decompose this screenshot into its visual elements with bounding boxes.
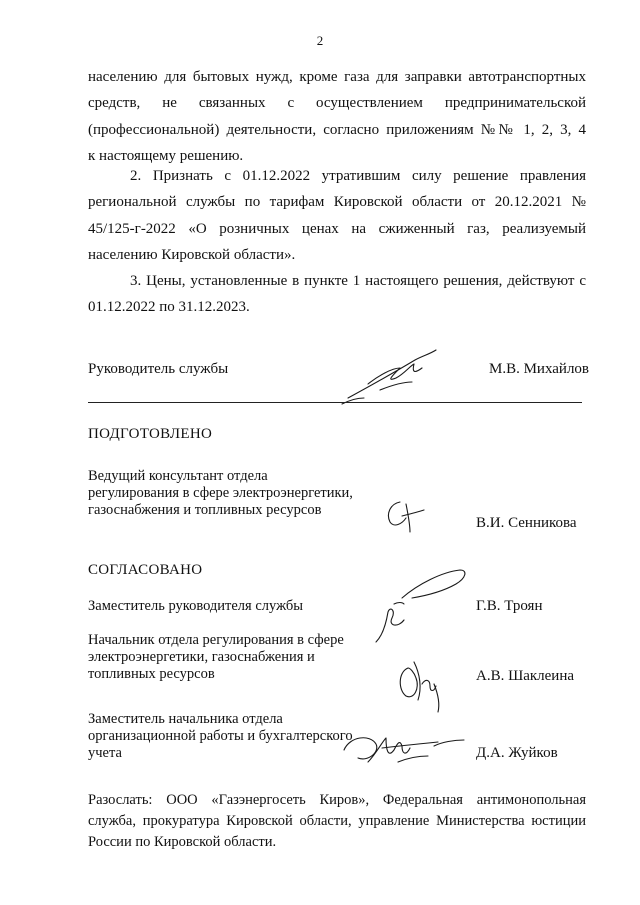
- agreed-signature-1-icon: [372, 566, 472, 648]
- distribution-line: Разослать: ООО «Газэнергосеть Киров», Федеральная антимонопольная: [88, 792, 586, 808]
- page-number: 2: [316, 33, 324, 48]
- paragraph-1-line: средств, не связанных с осуществлением предпринимательской: [88, 95, 586, 112]
- head-title: Руководитель службы: [88, 361, 229, 377]
- paragraph-1-line: населению для бытовых нужд, кроме газа для заправки автотранспортных: [88, 69, 586, 85]
- agreed-heading: СОГЛАСОВАНО: [88, 562, 203, 578]
- paragraph-1-line: (профессиональной) деятельности, согласно приложениям №№ 1, 2, 3, 4: [88, 121, 586, 138]
- agreed-name-2: А.В. Шаклеина: [476, 668, 575, 684]
- prepared-name: В.И. Сенникова: [476, 515, 577, 531]
- paragraph-1-line: к настоящему решению.: [88, 147, 244, 164]
- agreed-signature-2-icon: [394, 654, 454, 714]
- agreed-position-2: Начальник отдела регулирования в сфере электроэнергетики, газоснабжения и топливных ресурсов: [88, 632, 344, 682]
- agreed-name-3: Д.А. Жуйков: [476, 745, 558, 761]
- agreed-position-3: Заместитель начальника отдела организационной работы и бухгалтерского учета: [88, 711, 353, 761]
- distribution-list: [88, 790, 586, 853]
- paragraph-3: 3. Цены, установленные в пункте 1 настоящего решения, действуют с 01.12.2022 по 31.12.2023.: [88, 273, 586, 316]
- paragraph-2: 2. Признать с 01.12.2022 утратившим силу решение правления региональной службы по тарифам Кировской области от 20.12.2021 № 45/125-г-2022 «О розничных ценах на сжиженный газ, реализуемый населению Кировской области».: [88, 168, 586, 263]
- prepared-position: Ведущий консультант отдела регулирования в сфере электроэнергетики, газоснабжения и топливных ресурсов: [88, 468, 353, 518]
- head-signature-icon: [340, 346, 450, 406]
- distribution-line: служба, прокуратура Кировской области, управление Министерства юстиции: [88, 813, 586, 829]
- distribution-line: России по Кировской области.: [88, 834, 277, 850]
- paragraph-1-continuation: [88, 64, 586, 169]
- head-name: М.В. Михайлов: [489, 361, 590, 377]
- agreed-position-1: Заместитель руководителя службы: [88, 598, 304, 614]
- agreed-name-1: Г.В. Троян: [476, 598, 543, 614]
- agreed-signature-3-icon: [338, 728, 468, 770]
- prepared-heading: ПОДГОТОВЛЕНО: [88, 426, 213, 442]
- prepared-signature-icon: [380, 496, 430, 536]
- separator-line: [88, 402, 582, 403]
